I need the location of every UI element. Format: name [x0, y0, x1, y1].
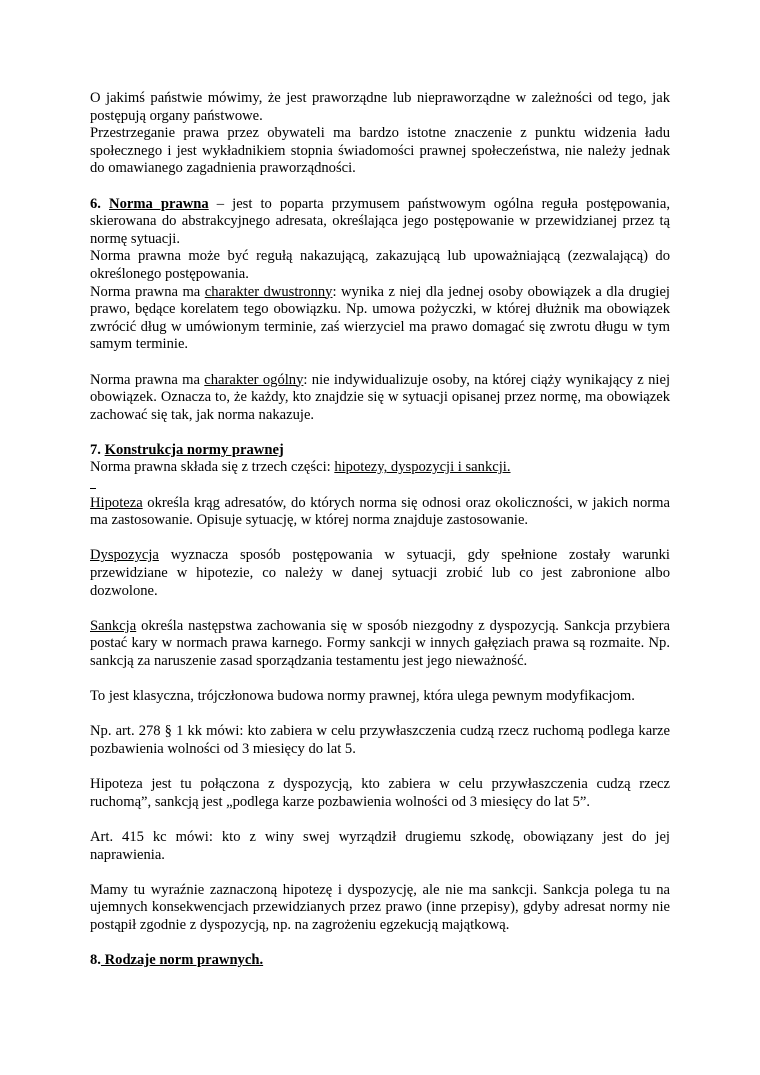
spacer — [90, 759, 670, 777]
section-8-heading — [90, 952, 670, 970]
hypothesis-text: określa krąg adresatów, do których norma się odnosi oraz okoliczności, w jakich norma ma zastosowanie. Opisuje sytuację, w której norma znajduje zastosowanie. — [90, 494, 670, 529]
example-1-paragraph: Np. art. 278 § 1 kk mówi: kto zabiera w celu przywłaszczenia cudzą rzecz ruchomą podlega karze pozbawienia wolności od 3 miesięcy do lat 5. — [90, 723, 670, 757]
spacer — [90, 424, 670, 442]
example-1-comment-paragraph: Hipoteza jest tu połączona z dyspozycją, kto zabiera w celu przywłaszczenia cudzą rzecz ruchomą”, sankcją jest „podlega karze pozbawienia wolności od 3 miesięcy do lat 5”. — [90, 776, 670, 810]
section-8-title: Rodzaje norm prawnych. — [100, 952, 264, 969]
bilateral-term: charakter dwustronny — [204, 283, 333, 300]
section-6-title: Norma prawna — [109, 195, 209, 212]
section-7-title: Konstrukcja normy prawnej — [104, 441, 284, 458]
spacer — [90, 354, 670, 372]
section-6-definition — [90, 196, 670, 249]
stray-underline — [90, 478, 96, 489]
example-2-paragraph: Art. 415 kc mówi: kto z winy swej wyrządził drugiemu szkodę, obowiązany jest do jej naprawienia. — [90, 828, 670, 863]
sanction-text: określa następstwa zachowania się w sposób niezgodny z dyspozycją. Sankcja przybiera postać kary w normach prawa karnego. Formy sankcji w innych gałęziach prawa są rozmaite. Np. sankcją za naruszenie zasad sporządzania testamentu jest jego nieważność. — [90, 617, 670, 669]
section-7-heading — [90, 442, 670, 460]
section-8-number: 8. — [90, 952, 101, 969]
sanction-paragraph — [90, 618, 670, 671]
document-page — [90, 90, 670, 970]
disposition-paragraph — [90, 547, 670, 600]
section-6-definition-text: – jest to poparta przymusem państwowym ogólna reguła postępowania, skierowana do abstrakcyjnego adresata, określająca jego postępowanie w przewidzianej przez tą normę sytuacji. — [90, 195, 670, 247]
spacer — [90, 864, 670, 882]
example-2-comment-paragraph: Mamy tu wyraźnie zaznaczoną hipotezę i dyspozycję, ale nie ma sankcji. Sankcja polega tu na ujemnych konsekwencjach przewidzianych przez prawo (inne przepisy), gdyby adresat normy nie postąpił zgodnie z dyspozycją, np. na zagrożeniu egzekucją majątkową. — [90, 881, 670, 933]
bilateral-lead: Norma prawna ma — [90, 283, 205, 300]
section-7-parts-paragraph — [90, 459, 670, 477]
hypothesis-paragraph — [90, 495, 670, 530]
bilateral-text: : wynika z niej dla jednej osoby obowiązek a dla drugiej prawo, będące korelatem tego obowiązku. Np. umowa pożyczki, w której dłużnik ma obowiązek zwrócić dług w umówionym terminie, zaś wierzyciel ma prawo domagać się zwrotu długu w tym samym terminie. — [90, 283, 670, 353]
spacer — [90, 600, 670, 618]
sanction-term: Sankcja — [90, 617, 137, 634]
section-6-general-paragraph — [90, 372, 670, 425]
spacer — [90, 671, 670, 689]
intro-paragraph-1: O jakimś państwie mówimy, że jest praworządne lub niepraworządne w zależności od tego, jak postępują organy państwowe. — [90, 90, 670, 124]
parts-lead: Norma prawna składa się z trzech części: — [90, 459, 335, 476]
spacer — [90, 178, 670, 196]
parts-term: hipotezy, dyspozycji i sankcji. — [334, 459, 511, 476]
section-6-types-paragraph: Norma prawna może być regułą nakazującą, zakazującą lub upoważniającą (zezwalającą) do określonego postępowania. — [90, 248, 670, 282]
disposition-term: Dyspozycja — [90, 547, 159, 564]
spacer — [90, 530, 670, 548]
classic-structure-paragraph: To jest klasyczna, trójczłonowa budowa normy prawnej, która ulega pewnym modyfikacjom. — [90, 688, 635, 705]
spacer — [90, 706, 670, 724]
hypothesis-term: Hipoteza — [90, 494, 143, 511]
section-6-bilateral-paragraph — [90, 284, 670, 354]
spacer — [90, 811, 670, 829]
stray-underline-line — [90, 477, 670, 495]
disposition-text: wyznacza sposób postępowania w sytuacji, gdy spełnione zostały warunki przewidziane w hipotezie, co należy w danej sytuacji zrobić lub co jest zabronione albo dozwolone. — [90, 547, 670, 599]
section-7-number: 7. — [90, 441, 101, 458]
spacer — [90, 935, 670, 953]
intro-paragraph-2: Przestrzeganie prawa przez obywateli ma bardzo istotne znaczenie z punktu widzenia ładu społecznego i jest wykładnikiem stopnia świadomości prawnej społeczeństwa, nie należy jednak do omawianego zagadnienia praworządności. — [90, 125, 670, 177]
general-term: charakter ogólny — [204, 371, 304, 388]
section-6-number: 6. — [90, 195, 101, 212]
general-text: : nie indywidualizuje osoby, na której ciąży wynikający z niej obowiązek. Oznacza to, że każdy, kto znajdzie się w sytuacji opisanej przez normę, ma obowiązek zachować się tak, jak norma nakazuje. — [90, 371, 670, 423]
general-lead: Norma prawna ma — [90, 371, 205, 388]
